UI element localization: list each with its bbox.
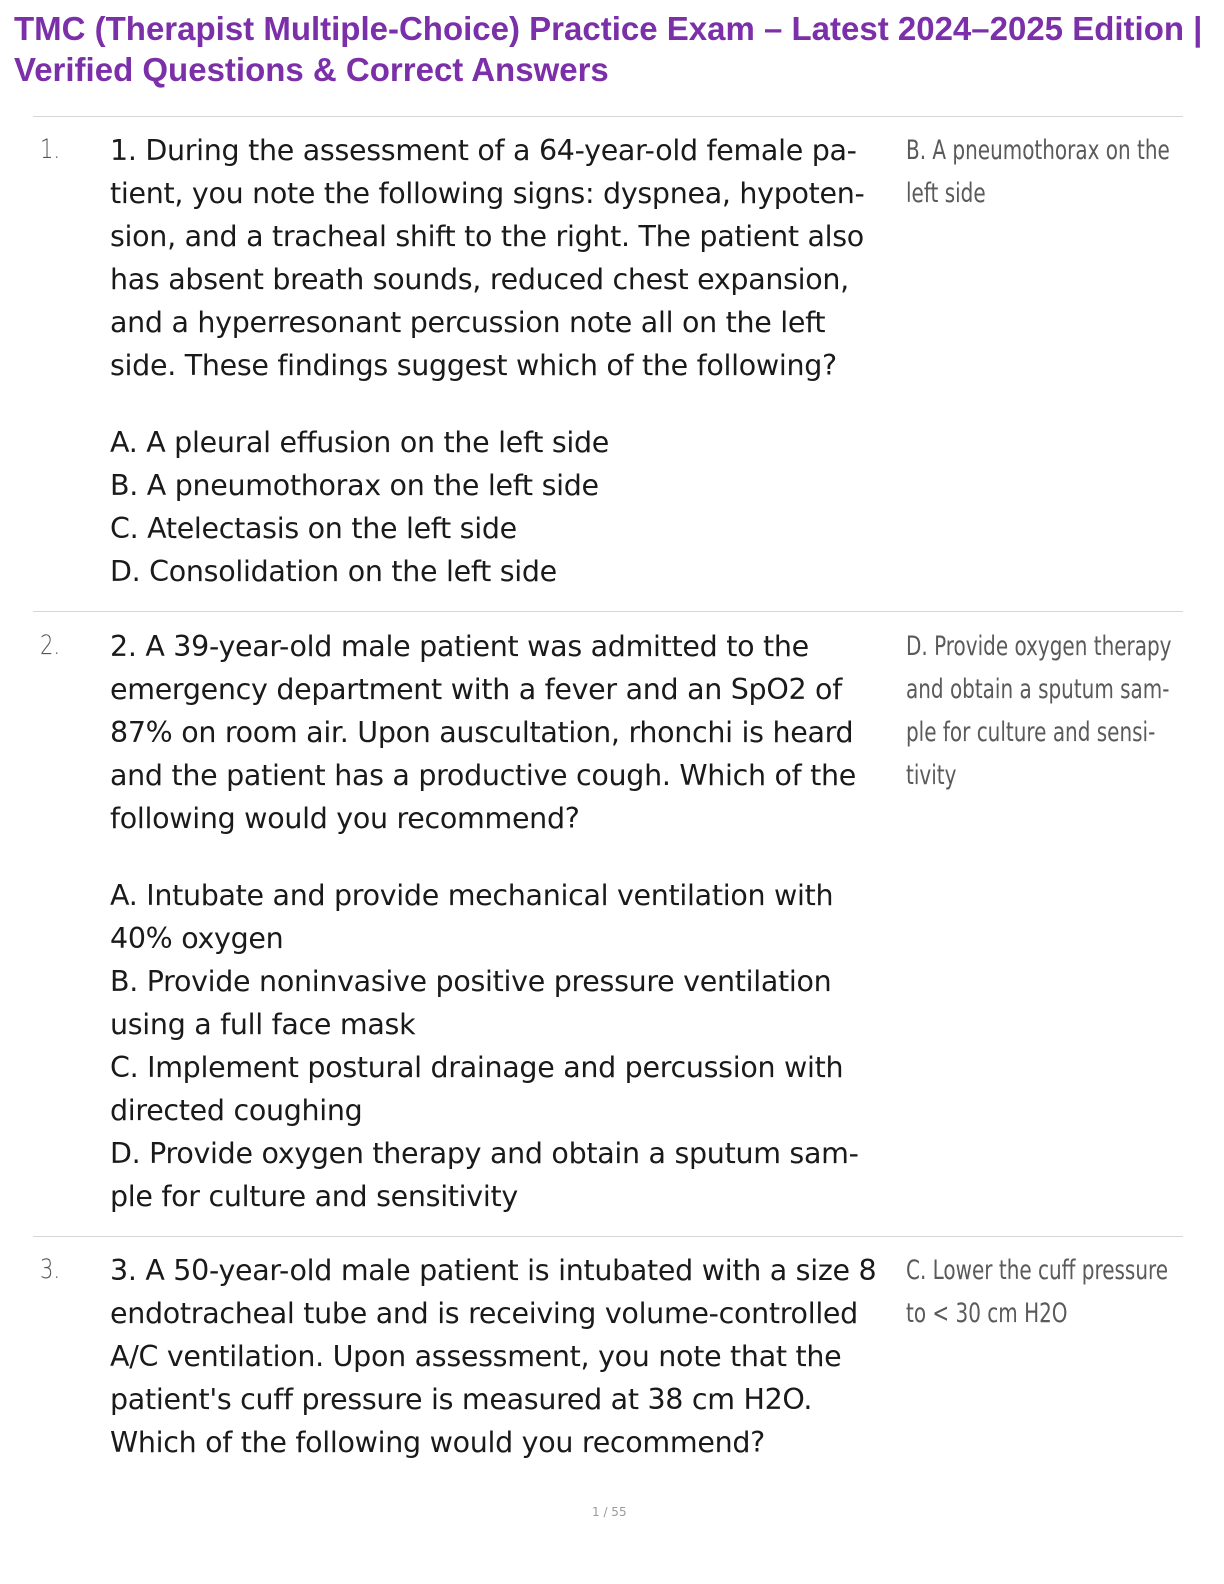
stem-line: tient, you note the following signs: dyspnea, hypoten- xyxy=(110,177,865,210)
option-b-cont: using a full face mask xyxy=(110,1008,416,1041)
question-number: 3. xyxy=(40,1254,61,1285)
option-b: B. A pneumothorax on the left side xyxy=(110,469,599,502)
option-a-cont: 40% oxygen xyxy=(110,922,284,955)
stem-line: 1. During the assessment of a 64-year-old female pa- xyxy=(110,134,857,167)
answer-line: tivity xyxy=(906,760,957,791)
stem-line: and the patient has a productive cough. Which of the xyxy=(110,759,857,792)
question-stem xyxy=(110,1249,910,1464)
answer-line: B. A pneumothorax on the xyxy=(906,135,1170,166)
divider xyxy=(33,1236,1183,1237)
option-a: A. Intubate and provide mechanical ventilation with xyxy=(110,879,834,912)
question-number: 2. xyxy=(40,630,61,661)
answer-line: and obtain a sputum sam- xyxy=(906,674,1170,705)
document-title: TMC (Therapist Multiple-Choice) Practice Exam – Latest 2024–2025 Edition | Verified Questions & Correct Answers xyxy=(14,10,1203,88)
question-number: 1. xyxy=(40,134,61,165)
correct-answer xyxy=(906,1249,1169,1335)
answer-line: ple for culture and sensi- xyxy=(906,717,1156,748)
page-indicator: 1 / 55 xyxy=(592,1505,627,1519)
stem-line: 2. A 39-year-old male patient was admitted to the xyxy=(110,630,809,663)
question-stem xyxy=(110,129,910,387)
stem-line: 87% on room air. Upon auscultation, rhonchi is heard xyxy=(110,716,854,749)
answer-line: left side xyxy=(906,178,986,209)
option-d-cont: ple for culture and sensitivity xyxy=(110,1180,518,1213)
divider xyxy=(33,611,1183,612)
answer-options xyxy=(110,421,910,593)
option-d: D. Provide oxygen therapy and obtain a sputum sam- xyxy=(110,1137,859,1170)
question-text xyxy=(110,625,910,1218)
stem-line: side. These findings suggest which of the following? xyxy=(110,349,837,382)
option-a: A. A pleural effusion on the left side xyxy=(110,426,610,459)
question-text xyxy=(110,1249,910,1464)
correct-answer xyxy=(906,625,1172,797)
option-c: C. Implement postural drainage and percussion with xyxy=(110,1051,844,1084)
stem-line: emergency department with a fever and an SpO2 of xyxy=(110,673,842,706)
answer-line: D. Provide oxygen therapy xyxy=(906,631,1172,662)
option-d: D. Consolidation on the left side xyxy=(110,555,557,588)
question-stem xyxy=(110,625,910,840)
stem-line: Which of the following would you recommend? xyxy=(110,1426,765,1459)
stem-line: has absent breath sounds, reduced chest expansion, xyxy=(110,263,849,296)
stem-line: patient's cuff pressure is measured at 38 cm H2O. xyxy=(110,1383,813,1416)
stem-line: endotracheal tube and is receiving volume-controlled xyxy=(110,1297,858,1330)
option-c: C. Atelectasis on the left side xyxy=(110,512,517,545)
stem-line: and a hyperresonant percussion note all on the left xyxy=(110,306,826,339)
answer-options xyxy=(110,874,910,1218)
stem-line: 3. A 50-year-old male patient is intubated with a size 8 xyxy=(110,1254,877,1287)
question-text xyxy=(110,129,910,593)
option-b: B. Provide noninvasive positive pressure ventilation xyxy=(110,965,832,998)
stem-line: following would you recommend? xyxy=(110,802,580,835)
correct-answer xyxy=(906,129,1170,215)
stem-line: A/C ventilation. Upon assessment, you note that the xyxy=(110,1340,842,1373)
option-c-cont: directed coughing xyxy=(110,1094,363,1127)
stem-line: sion, and a tracheal shift to the right. The patient also xyxy=(110,220,864,253)
divider xyxy=(33,116,1183,117)
answer-line: C. Lower the cuff pressure xyxy=(906,1255,1169,1286)
answer-line: to < 30 cm H2O xyxy=(906,1298,1068,1329)
